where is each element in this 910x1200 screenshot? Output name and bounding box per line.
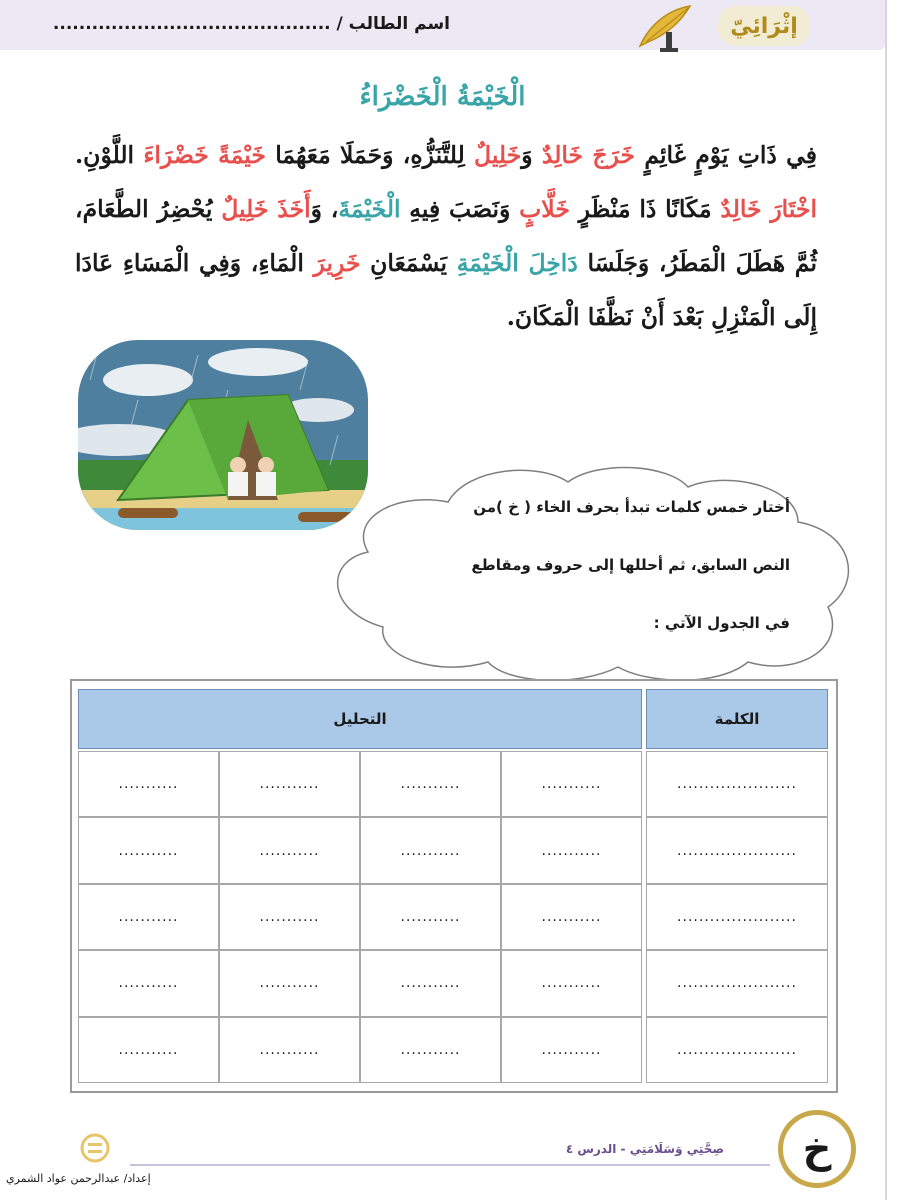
word-cell[interactable]: ...................... [646,1017,828,1083]
header-word: الكلمة [646,689,828,749]
analysis-cell[interactable]: ........... [360,950,501,1016]
analysis-cell[interactable]: ........... [78,950,219,1016]
table-body [78,751,828,1083]
instruction-line: النص السابق، ثم أحللها إلى حروف ومقاطع [471,556,790,574]
tent-rain-illustration [78,340,368,530]
story-text: وَنَصَبَ فِيهِ [400,195,520,223]
analysis-table [70,679,838,1093]
analysis-cell[interactable]: ........... [501,884,642,950]
story-text: ، وَ [310,195,339,223]
analysis-cell[interactable]: ........... [78,751,219,817]
letter-badge: خ [778,1110,856,1188]
analysis-cell[interactable]: ........... [360,817,501,883]
analysis-cell[interactable]: ........... [501,950,642,1016]
highlighted-word: خَيْمَةً [218,141,266,169]
instruction-line: في الجدول الآتي : [653,614,790,632]
analysis-cell[interactable]: ........... [360,751,501,817]
highlighted-word: دَاخِلَ الْخَيْمَةِ [456,249,578,277]
analysis-cell[interactable]: ........... [219,884,360,950]
highlighted-word: خَلِيلٌ [474,141,522,169]
page-edge-line [885,0,887,1200]
analysis-cell[interactable]: ........... [219,950,360,1016]
highlighted-word: الْخَيْمَةَ [338,195,401,223]
story-text: لِلتَّنَزُّهِ، وَحَمَلَا مَعَهُمَا [265,141,475,169]
story-text: اللَّوْنِ. [75,141,144,169]
analysis-cell[interactable]: ........... [219,751,360,817]
publisher-logo-icon [80,1133,110,1163]
story-paragraph [75,128,817,344]
story-text: يُحْضِرُ الطَّعَامَ، ثُمَّ هَطَلَ الْمَطَرُ، وَجَلَسَا [75,195,817,277]
highlighted-word: خَرِيرَ [313,249,361,277]
analysis-cell[interactable]: ........... [501,751,642,817]
story-title: الْخَيْمَةُ الْخَضْرَاءُ [359,82,526,112]
word-cell[interactable]: ...................... [646,751,828,817]
highlighted-word: خَلَّابٍ [519,195,570,223]
analysis-cell[interactable]: ........... [501,1017,642,1083]
lesson-label: صِحَّتِي وَسَلَامَتِي - الدرس ٤ [565,1142,724,1156]
story-text: فِي ذَاتِ يَوْمٍ غَائِمٍ [635,141,817,169]
highlighted-word: خَضْرَاءَ [143,141,209,169]
analysis-cell[interactable]: ........... [360,1017,501,1083]
analysis-cell[interactable]: ........... [78,884,219,950]
analysis-cell[interactable]: ........... [501,817,642,883]
instruction-line: أختار خمس كلمات تبدأ بحرف الخاء ( خ )من [473,498,790,516]
table-header-row [78,689,828,749]
analysis-cell[interactable]: ........... [360,884,501,950]
word-cell[interactable]: ...................... [646,950,828,1016]
analysis-cell[interactable]: ........... [219,817,360,883]
quill-icon [632,2,696,54]
highlighted-word: اخْتَارَ خَالِدٌ [720,195,817,223]
word-cell[interactable]: ...................... [646,817,828,883]
analysis-cell[interactable]: ........... [78,817,219,883]
author-credit: إعداد/ عبدالرحمن عواد الشمري [6,1172,151,1185]
header-analysis: التحليل [78,689,642,749]
highlighted-word: خَرَجَ خَالِدٌ [541,141,636,169]
instruction-text [380,478,790,652]
highlighted-word: أَخَذَ خَلِيلٌ [221,195,311,223]
analysis-cell[interactable]: ........... [78,1017,219,1083]
word-cell[interactable]: ...................... [646,884,828,950]
footer-rule [130,1164,770,1166]
story-text: مَكَانًا ذَا مَنْظَرٍ [569,195,721,223]
story-text [209,141,218,169]
story-text: يَسْمَعَانِ [360,249,457,277]
analysis-cell[interactable]: ........... [219,1017,360,1083]
story-text: وَ [521,141,542,169]
student-name-field[interactable]: اسم الطالب / ........................................... [52,14,450,34]
enrichment-badge: إثْرَائِيّ [718,6,810,46]
story-text: الْمَاءِ، وَفِي الْمَسَاءِ عَادَا إِلَى الْمَنْزِلِ بَعْدَ أَنْ نَظَّفَا الْمَكَانَ. [75,249,817,331]
